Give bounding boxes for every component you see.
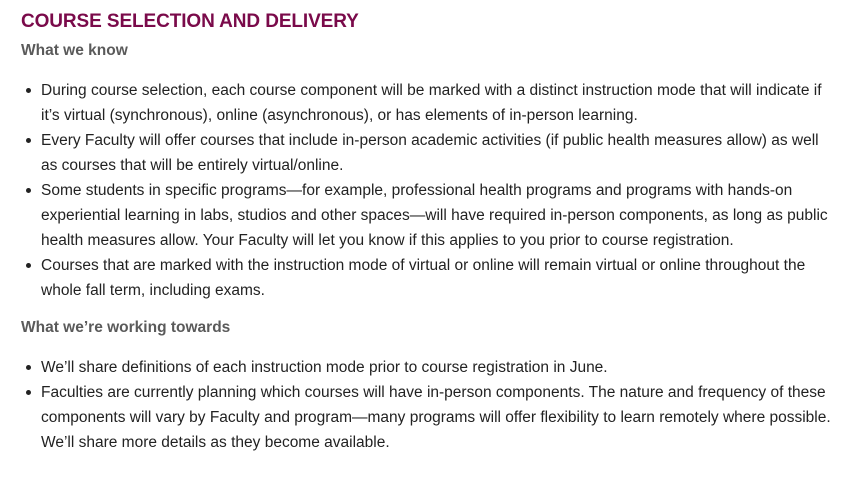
list-item: During course selection, each course component will be marked with a distinct instruction mode that will indicate if it’s virtual (synchronous), online (asynchronous), or has elements of in-person learning.	[41, 78, 835, 128]
list-item: Some students in specific programs—for example, professional health programs and programs with hands-on experiential learning in labs, studios and other spaces—will have required in-person components, as long as public health measures allow. Your Faculty will let you know if this applies to you prior to course registration.	[41, 178, 835, 253]
section-title: COURSE SELECTION AND DELIVERY	[21, 11, 359, 32]
working-towards-list	[21, 355, 835, 455]
list-item: We’ll share definitions of each instruction mode prior to course registration in June.	[41, 355, 835, 380]
list-item: Courses that are marked with the instruction mode of virtual or online will remain virtual or online throughout the whole fall term, including exams.	[41, 253, 835, 303]
what-we-know-heading: What we know	[21, 42, 128, 59]
working-towards-heading: What we’re working towards	[21, 319, 231, 336]
what-we-know-list	[21, 78, 835, 303]
list-item: Every Faculty will offer courses that include in-person academic activities (if public health measures allow) as well as courses that will be entirely virtual/online.	[41, 128, 835, 178]
list-item: Faculties are currently planning which courses will have in-person components. The nature and frequency of these components will vary by Faculty and program—many programs will offer flexibility to learn remotely where possible. We’ll share more details as they become available.	[41, 380, 835, 455]
